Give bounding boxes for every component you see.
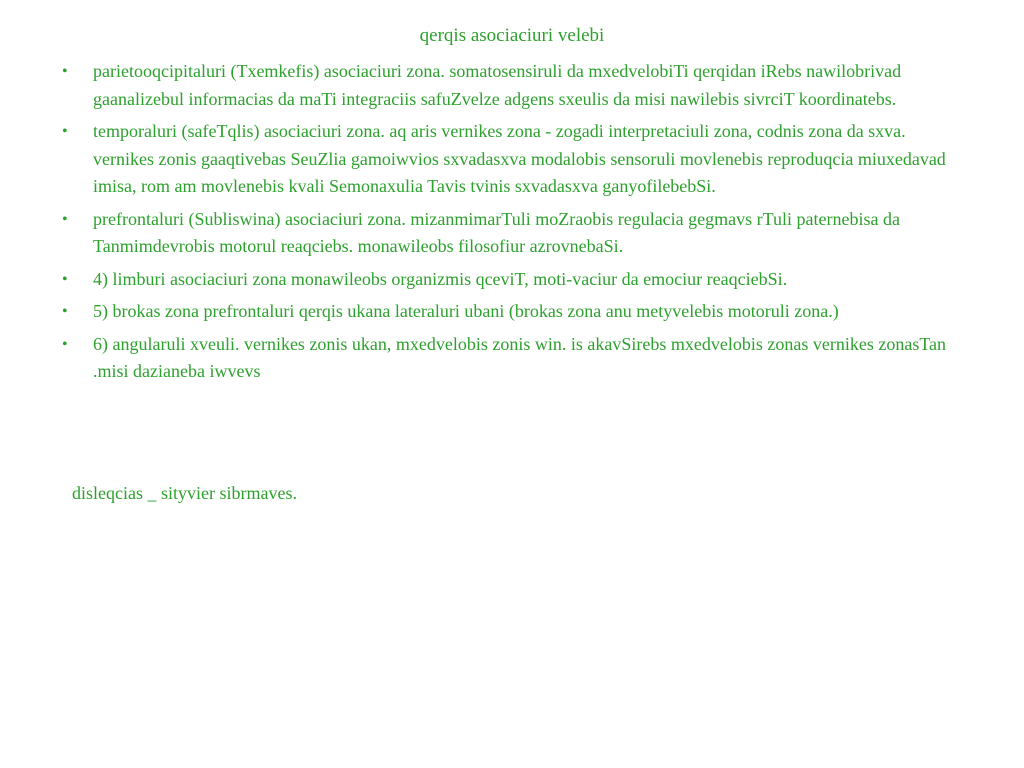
bullet-text: parietooqcipitaluri (Txemkefis) asociaciuri zona. somatosensiruli da mxedvelobiTi qerqidan iRebs nawilobrivad gaanalizebul informacias da maTi integraciis safuZvelze adgens sxeulis da misi nawilebis sivrciT koordinatebs.	[93, 61, 902, 109]
bullet-item	[62, 206, 962, 261]
bullet-item	[62, 298, 962, 326]
slide-note: disleqcias _ sityvier sibrmaves.	[72, 483, 297, 503]
bullet-glyph: •	[62, 303, 68, 320]
bullet-glyph: •	[62, 63, 68, 80]
bullet-text: temporaluri (safeTqlis) asociaciuri zona. aq aris vernikes zona - zogadi interpretaciuli zona, codnis zona da sxva. vernikes zonis gaaqtivebas SeuZlia gamoiwvios sxvadasxva modalobis sensoruli movlenebis reproduqcia miuxedavad imisa, rom am movlenebis kvali Semonaxulia Tavis tvinis sxvadasxva ganyofilebebSi.	[93, 121, 946, 196]
bullet-item	[62, 266, 962, 294]
bullet-glyph: •	[62, 335, 68, 353]
bullet-glyph: •	[62, 123, 68, 140]
bullet-text: 5) brokas zona prefrontaluri qerqis ukana lateraluri ubani (brokas zona anu metyvelebis motoruli zona.)	[93, 301, 839, 321]
bullet-glyph: •	[62, 210, 68, 228]
bullet-item	[62, 331, 962, 386]
bullet-text: prefrontaluri (Subliswina) asociaciuri zona. mizanmimarTuli moZraobis regulacia gegmavs rTuli paternebisa da Tanmimdevrobis motorul reaqciebs. monawileobs filosofiur azrovnebaSi.	[93, 208, 900, 256]
bullet-glyph: •	[62, 270, 68, 288]
bullet-text: 6) angularuli xveuli. vernikes zonis ukan, mxedvelobis zonis win. is akavSirebs mxedvelobis zonas vernikes zonasTan .misi dazianeba iwvevs	[93, 333, 947, 381]
bullet-list	[62, 58, 962, 391]
bullet-item	[62, 118, 962, 201]
bullet-text: 4) limburi asociaciuri zona monawileobs organizmis qceviT, moti-vaciur da emociur reaqciebSi.	[93, 268, 788, 289]
slide-title: qerqis asociaciuri velebi	[419, 25, 605, 46]
bullet-item	[62, 58, 962, 113]
